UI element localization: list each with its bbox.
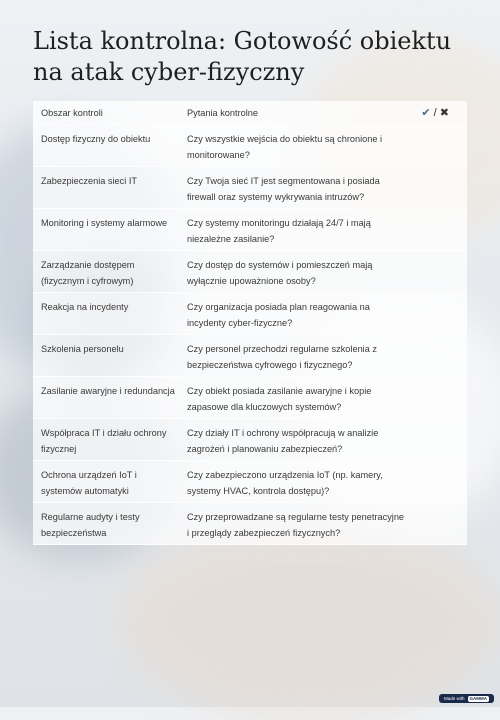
table-row — [33, 419, 467, 461]
row-question: Czy przeprowadzane są regularne testy penetracyjne i przeglądy zabezpieczeń fizycznych? — [187, 512, 405, 538]
row-question: Czy dostęp do systemów i pomieszczeń mają wyłącznie upoważnione osoby? — [187, 260, 373, 286]
row-area: Regularne audyty i testy bezpieczeństwa — [41, 512, 140, 538]
row-question: Czy zabezpieczono urządzenia IoT (np. kamery, systemy HVAC, kontrola dostępu)? — [187, 470, 383, 496]
checklist-table — [33, 101, 467, 545]
row-question: Czy działy IT i ochrony współpracują w analizie zagrożeń i planowaniu zabezpieczeń? — [187, 428, 379, 454]
row-question: Czy obiekt posiada zasilanie awaryjne i kopie zapasowe dla kluczowych systemów? — [187, 386, 372, 412]
header-question: Pytania kontrolne — [187, 108, 258, 118]
row-area: Zasilanie awaryjne i redundancja — [41, 386, 175, 396]
made-with-badge[interactable] — [439, 694, 494, 703]
badge-label: Made with — [443, 696, 465, 701]
row-area: Ochrona urządzeń IoT i systemów automatyki — [41, 470, 137, 496]
table-row — [33, 461, 467, 503]
checkmark-icon: ✔ — [421, 107, 431, 119]
table-row — [33, 503, 467, 545]
table-row — [33, 125, 467, 167]
table-row — [33, 251, 467, 293]
row-question: Czy systemy monitoringu działają 24/7 i mają niezależne zasilanie? — [187, 218, 371, 244]
table-row — [33, 167, 467, 209]
page-title: Lista kontrolna: Gotowość obiektu na atak cyber-fizyczny — [33, 27, 452, 86]
header-area: Obszar kontroli — [41, 108, 103, 118]
row-area: Współpraca IT i działu ochrony fizycznej — [41, 428, 167, 454]
table-body — [33, 125, 467, 545]
header-check — [405, 105, 467, 121]
table-row — [33, 377, 467, 419]
row-area: Zarządzanie dostępem (fizycznym i cyfrowym) — [41, 260, 135, 286]
background-blur — [120, 520, 500, 720]
row-area: Szkolenia personelu — [41, 344, 124, 354]
separator: / — [433, 107, 437, 119]
row-question: Czy Twoja sieć IT jest segmentowana i posiada firewall oraz systemy wykrywania intruzów? — [187, 176, 380, 202]
row-area: Zabezpieczenia sieci IT — [41, 176, 138, 186]
badge-brand: GAMMA — [469, 695, 487, 701]
row-area: Monitoring i systemy alarmowe — [41, 218, 168, 228]
row-question: Czy organizacja posiada plan reagowania na incydenty cyber-fizyczne? — [187, 302, 370, 328]
row-question: Czy wszystkie wejścia do obiektu są chronione i monitorowane? — [187, 134, 383, 160]
table-row — [33, 209, 467, 251]
row-question: Czy personel przechodzi regularne szkolenia z bezpieczeństwa cyfrowego i fizycznego? — [187, 344, 377, 370]
row-area: Reakcja na incydenty — [41, 302, 129, 312]
table-row — [33, 335, 467, 377]
cross-icon: ✖ — [439, 107, 449, 119]
table-header-row — [33, 101, 467, 125]
row-area: Dostęp fizyczny do obiektu — [41, 134, 151, 144]
table-row — [33, 293, 467, 335]
